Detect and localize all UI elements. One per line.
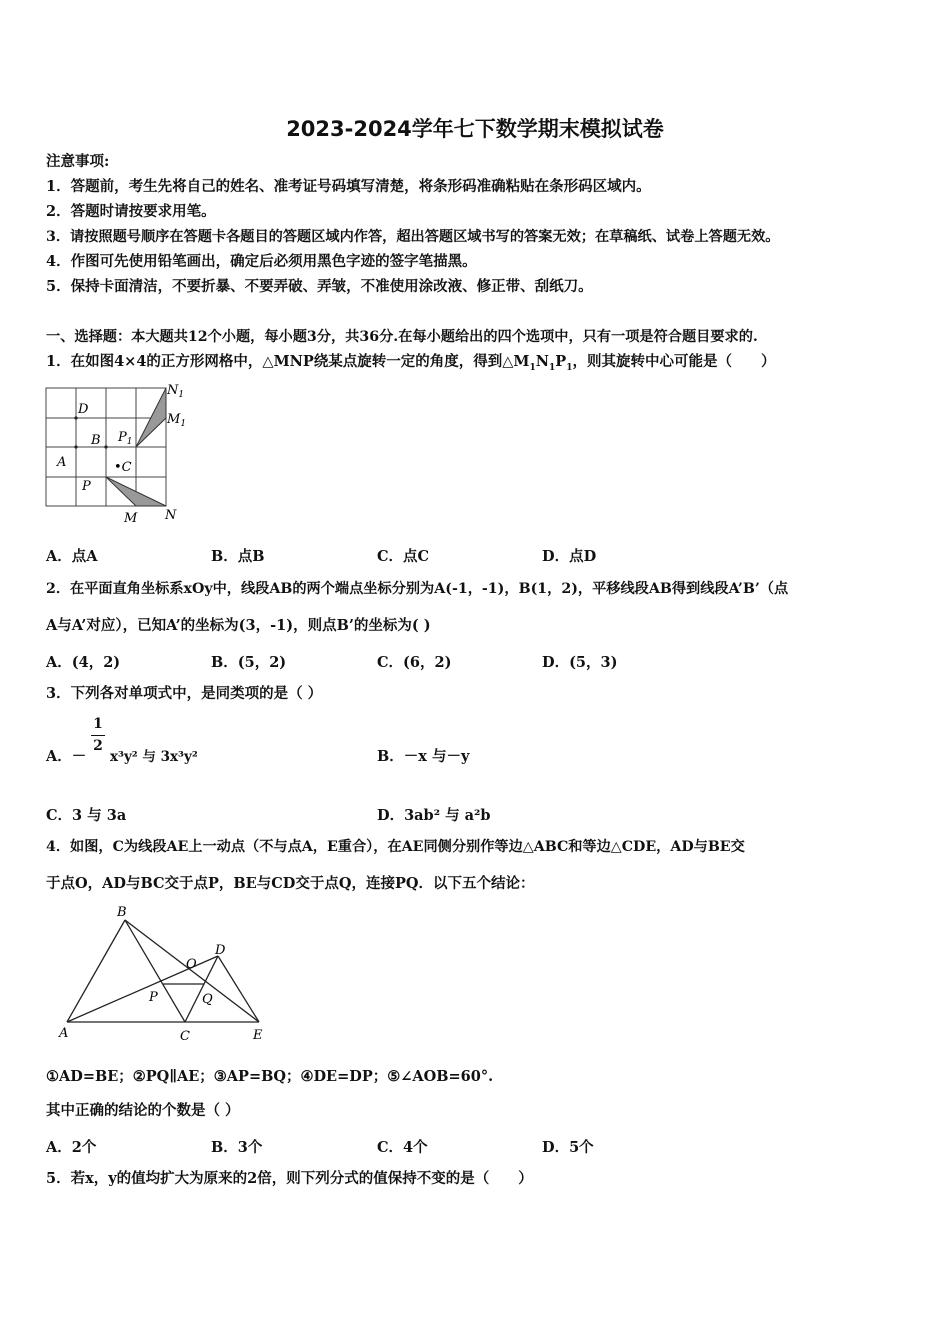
- q4-option-b[interactable]: B．3个: [211, 1139, 263, 1156]
- label-m1: $M_1$: [167, 412, 187, 429]
- q3-stem: 3．下列各对单项式中，是同类项的是（ ）: [46, 685, 323, 702]
- q4-ask: 其中正确的结论的个数是（ ）: [46, 1102, 240, 1119]
- q1-option-d[interactable]: D．点D: [542, 548, 597, 565]
- label-a: A: [57, 455, 67, 470]
- notice-heading: 注意事项:: [46, 153, 110, 170]
- q4-triangle-figure: [55, 900, 275, 1050]
- q2-stem-line1: 2．在平面直角坐标系xOy中，线段AB的两个端点坐标分别为A(-1，-1)，B(1，2)，平移线段AB得到线段A’B’（点: [46, 581, 789, 597]
- q3-option-d[interactable]: D．3ab² 与 a²b: [377, 807, 491, 824]
- label-b: B: [117, 905, 127, 920]
- q2-stem-line2: A与A’对应），已知A’的坐标为(3，-1)，则点B’的坐标为( ): [46, 617, 431, 634]
- q3-option-a-text: x³y² 与 3x³y²: [110, 749, 198, 765]
- label-c: •C: [114, 460, 132, 475]
- q5-stem: 5．若x，y的值均扩大为原来的2倍，则下列分式的值保持不变的是（ ）: [46, 1170, 533, 1187]
- q3-option-b[interactable]: B．－x 与－y: [377, 748, 470, 765]
- label-q: Q: [202, 992, 213, 1007]
- q1-grid-figure: [40, 378, 200, 528]
- notice-item: 2．答题时请按要求用笔。: [46, 203, 216, 220]
- label-a: A: [59, 1026, 69, 1041]
- notice-item: 1．答题前，考生先将自己的姓名、准考证号码填写清楚，将条形码准确粘贴在条形码区域内。: [46, 178, 651, 195]
- q4-option-a[interactable]: A．2个: [46, 1139, 97, 1156]
- q3-option-c[interactable]: C．3 与 3a: [46, 807, 127, 824]
- q4-option-d[interactable]: D．5个: [542, 1139, 594, 1156]
- q2-option-b[interactable]: B．(5，2): [211, 654, 287, 671]
- notice-item: 4．作图可先使用铅笔画出，确定后必须用黑色字迹的签字笔描黑。: [46, 253, 477, 270]
- q3-option-a[interactable]: A．－: [46, 748, 87, 765]
- q1-option-c[interactable]: C．点C: [377, 548, 430, 565]
- notice-item: 3．请按照题号顺序在答题卡各题目的答题区域内作答，超出答题区域书写的答案无效；在草稿纸、试卷上答题无效。: [46, 229, 780, 245]
- q1-option-a[interactable]: A．点A: [46, 548, 98, 565]
- label-m: M: [124, 511, 138, 526]
- notice-item: 5．保持卡面清洁，不要折暴、不要弄破、弄皱，不准使用涂改液、修正带、刮纸刀。: [46, 278, 593, 295]
- q1-stem: 1．在如图4×4的正方形网格中，△MNP绕某点旋转一定的角度，得到$\triangle M_1N_1P_1$，则其旋转中心可能是（ ）: [46, 353, 776, 373]
- page-title: 2023-2024学年七下数学期末模拟试卷: [286, 117, 664, 141]
- label-n: N: [165, 508, 177, 523]
- q4-stem-line1: 4．如图，C为线段AE上一动点（不与点A，E重合），在AE同侧分别作等边△ABC和等边△CDE，AD与BE交: [46, 839, 745, 855]
- section-heading: 一、选择题：本大题共12个小题，每小题3分，共36分.在每小题给出的四个选项中，只有一项是符合题目要求的.: [46, 329, 758, 345]
- label-c: C: [180, 1029, 190, 1044]
- q1-option-b[interactable]: B．点B: [211, 548, 265, 565]
- label-d: D: [215, 943, 226, 958]
- label-p1: $P_1$: [118, 430, 133, 447]
- label-e: E: [253, 1028, 263, 1043]
- q4-conclusions: ①AD=BE；②PQ∥AE；③AP=BQ；④DE=DP；⑤∠AOB=60°.: [46, 1068, 494, 1085]
- label-n1: $N_1$: [167, 383, 185, 400]
- label-p: P: [82, 479, 91, 494]
- q2-option-d[interactable]: D．(5，3): [542, 654, 618, 671]
- label-p: P: [149, 990, 158, 1005]
- q2-option-c[interactable]: C．(6，2): [377, 654, 452, 671]
- label-b: B: [91, 433, 101, 448]
- label-d: D: [78, 402, 89, 417]
- q3-fraction: 1 2: [91, 716, 105, 754]
- q4-option-c[interactable]: C．4个: [377, 1139, 428, 1156]
- q4-stem-line2: 于点O，AD与BC交于点P，BE与CD交于点Q，连接PQ．以下五个结论：: [46, 875, 535, 892]
- label-o: O: [186, 957, 197, 972]
- q2-option-a[interactable]: A．(4，2): [46, 654, 121, 671]
